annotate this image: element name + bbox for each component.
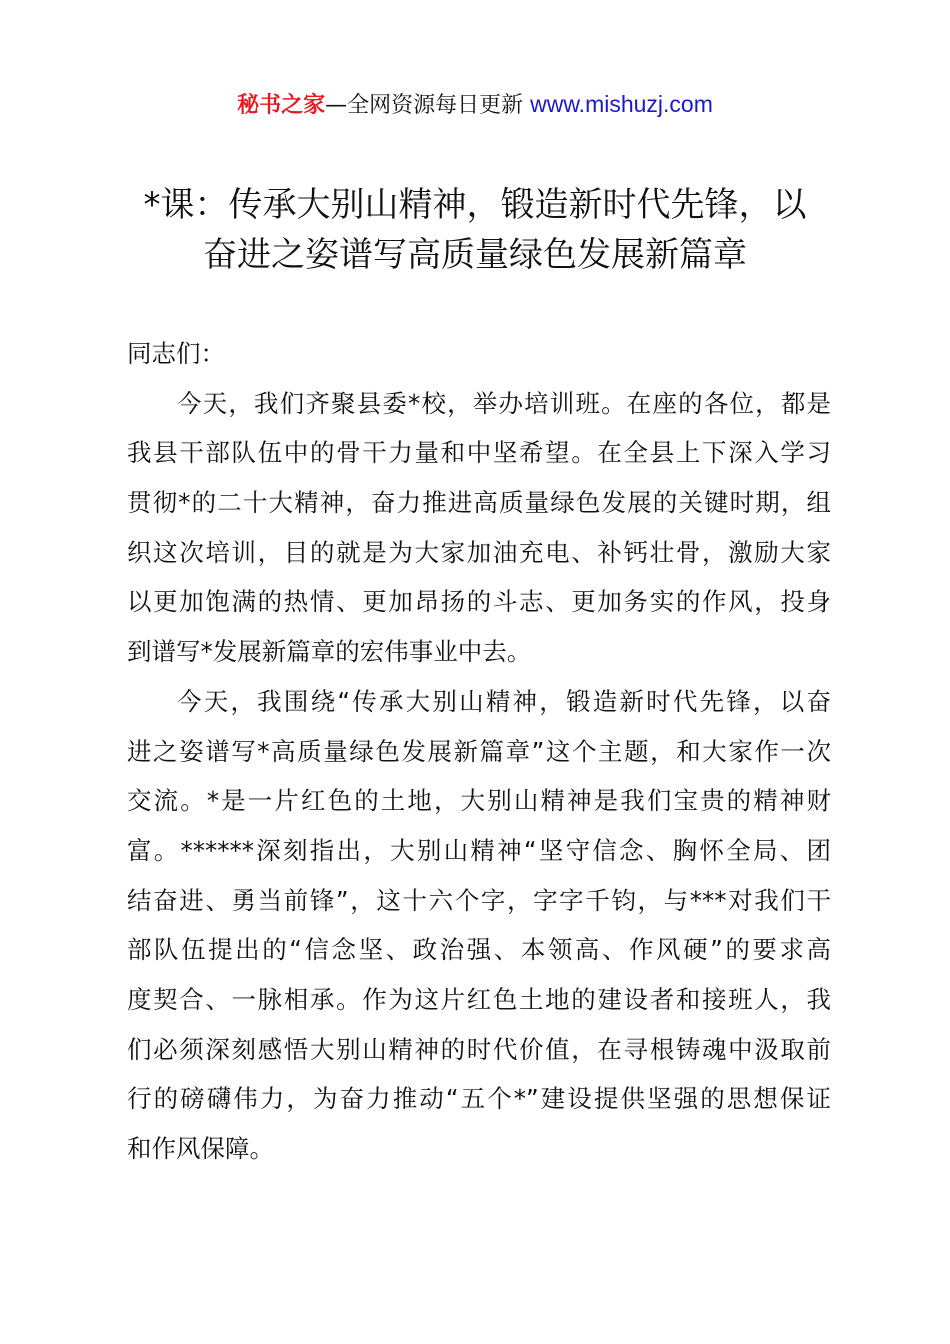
document-body (127, 334, 831, 1179)
paragraph-line: 我县干部队伍中的骨干力量和中坚希望。在全县上下深入学习 (127, 438, 831, 468)
paragraph-line: 部队伍提出的“信念坚、政治强、本领高、作风硬”的要求高 (127, 935, 831, 965)
paragraph-line: 贯彻*的二十大精神，奋力推进高质量绿色发展的关键时期，组 (127, 488, 831, 518)
paragraph-line: 织这次培训，目的就是为大家加油充电、补钙壮骨，激励大家 (127, 537, 831, 567)
site-banner (0, 88, 950, 122)
paragraph-line: 行的磅礴伟力，为奋力推动“五个*”建设提供坚强的思想保证 (127, 1084, 831, 1114)
paragraph-line: 到谱写*发展新篇章的宏伟事业中去。 (127, 637, 532, 667)
paragraph-line: 今天，我们齐聚县委*校，举办培训班。在座的各位，都是 (177, 388, 831, 418)
banner-slogan: —全网资源每日更新 (325, 93, 531, 118)
paragraph-line: 度契合、一脉相承。作为这片红色土地的建设者和接班人，我 (127, 984, 831, 1014)
paragraph-line: 和作风保障。 (127, 1134, 274, 1163)
paragraph-line: 今天，我围绕“传承大别山精神，锻造新时代先锋，以奋 (177, 686, 831, 716)
site-url-link[interactable]: www.mishuzj.com (530, 91, 713, 117)
paragraph-line: 进之姿谱写*高质量绿色发展新篇章”这个主题，和大家作一次 (127, 736, 831, 766)
document-title (0, 180, 950, 280)
paragraph-line: 以更加饱满的热情、更加昂扬的斗志、更加务实的作风，投身 (127, 587, 831, 617)
paragraph-line: 们必须深刻感悟大别山精神的时代价值，在寻根铸魂中汲取前 (127, 1034, 831, 1064)
paragraph-line: 交流。*是一片红色的土地，大别山精神是我们宝贵的精神财 (127, 786, 831, 816)
title-line: *课：传承大别山精神，锻造新时代先锋，以 (143, 185, 807, 225)
paragraphs (127, 384, 831, 1179)
paragraph (127, 682, 831, 1179)
salutation: 同志们： (127, 339, 225, 368)
paragraph-line: 结奋进、勇当前锋”，这十六个字，字字千钧，与***对我们干 (127, 885, 831, 915)
brand-name: 秘书之家 (237, 93, 326, 118)
paragraph (127, 384, 831, 682)
paragraph-line: 富。******深刻指出，大别山精神“坚守信念、胸怀全局、团 (127, 835, 831, 865)
title-line: 奋进之姿谱写高质量绿色发展新篇章 (203, 235, 747, 275)
